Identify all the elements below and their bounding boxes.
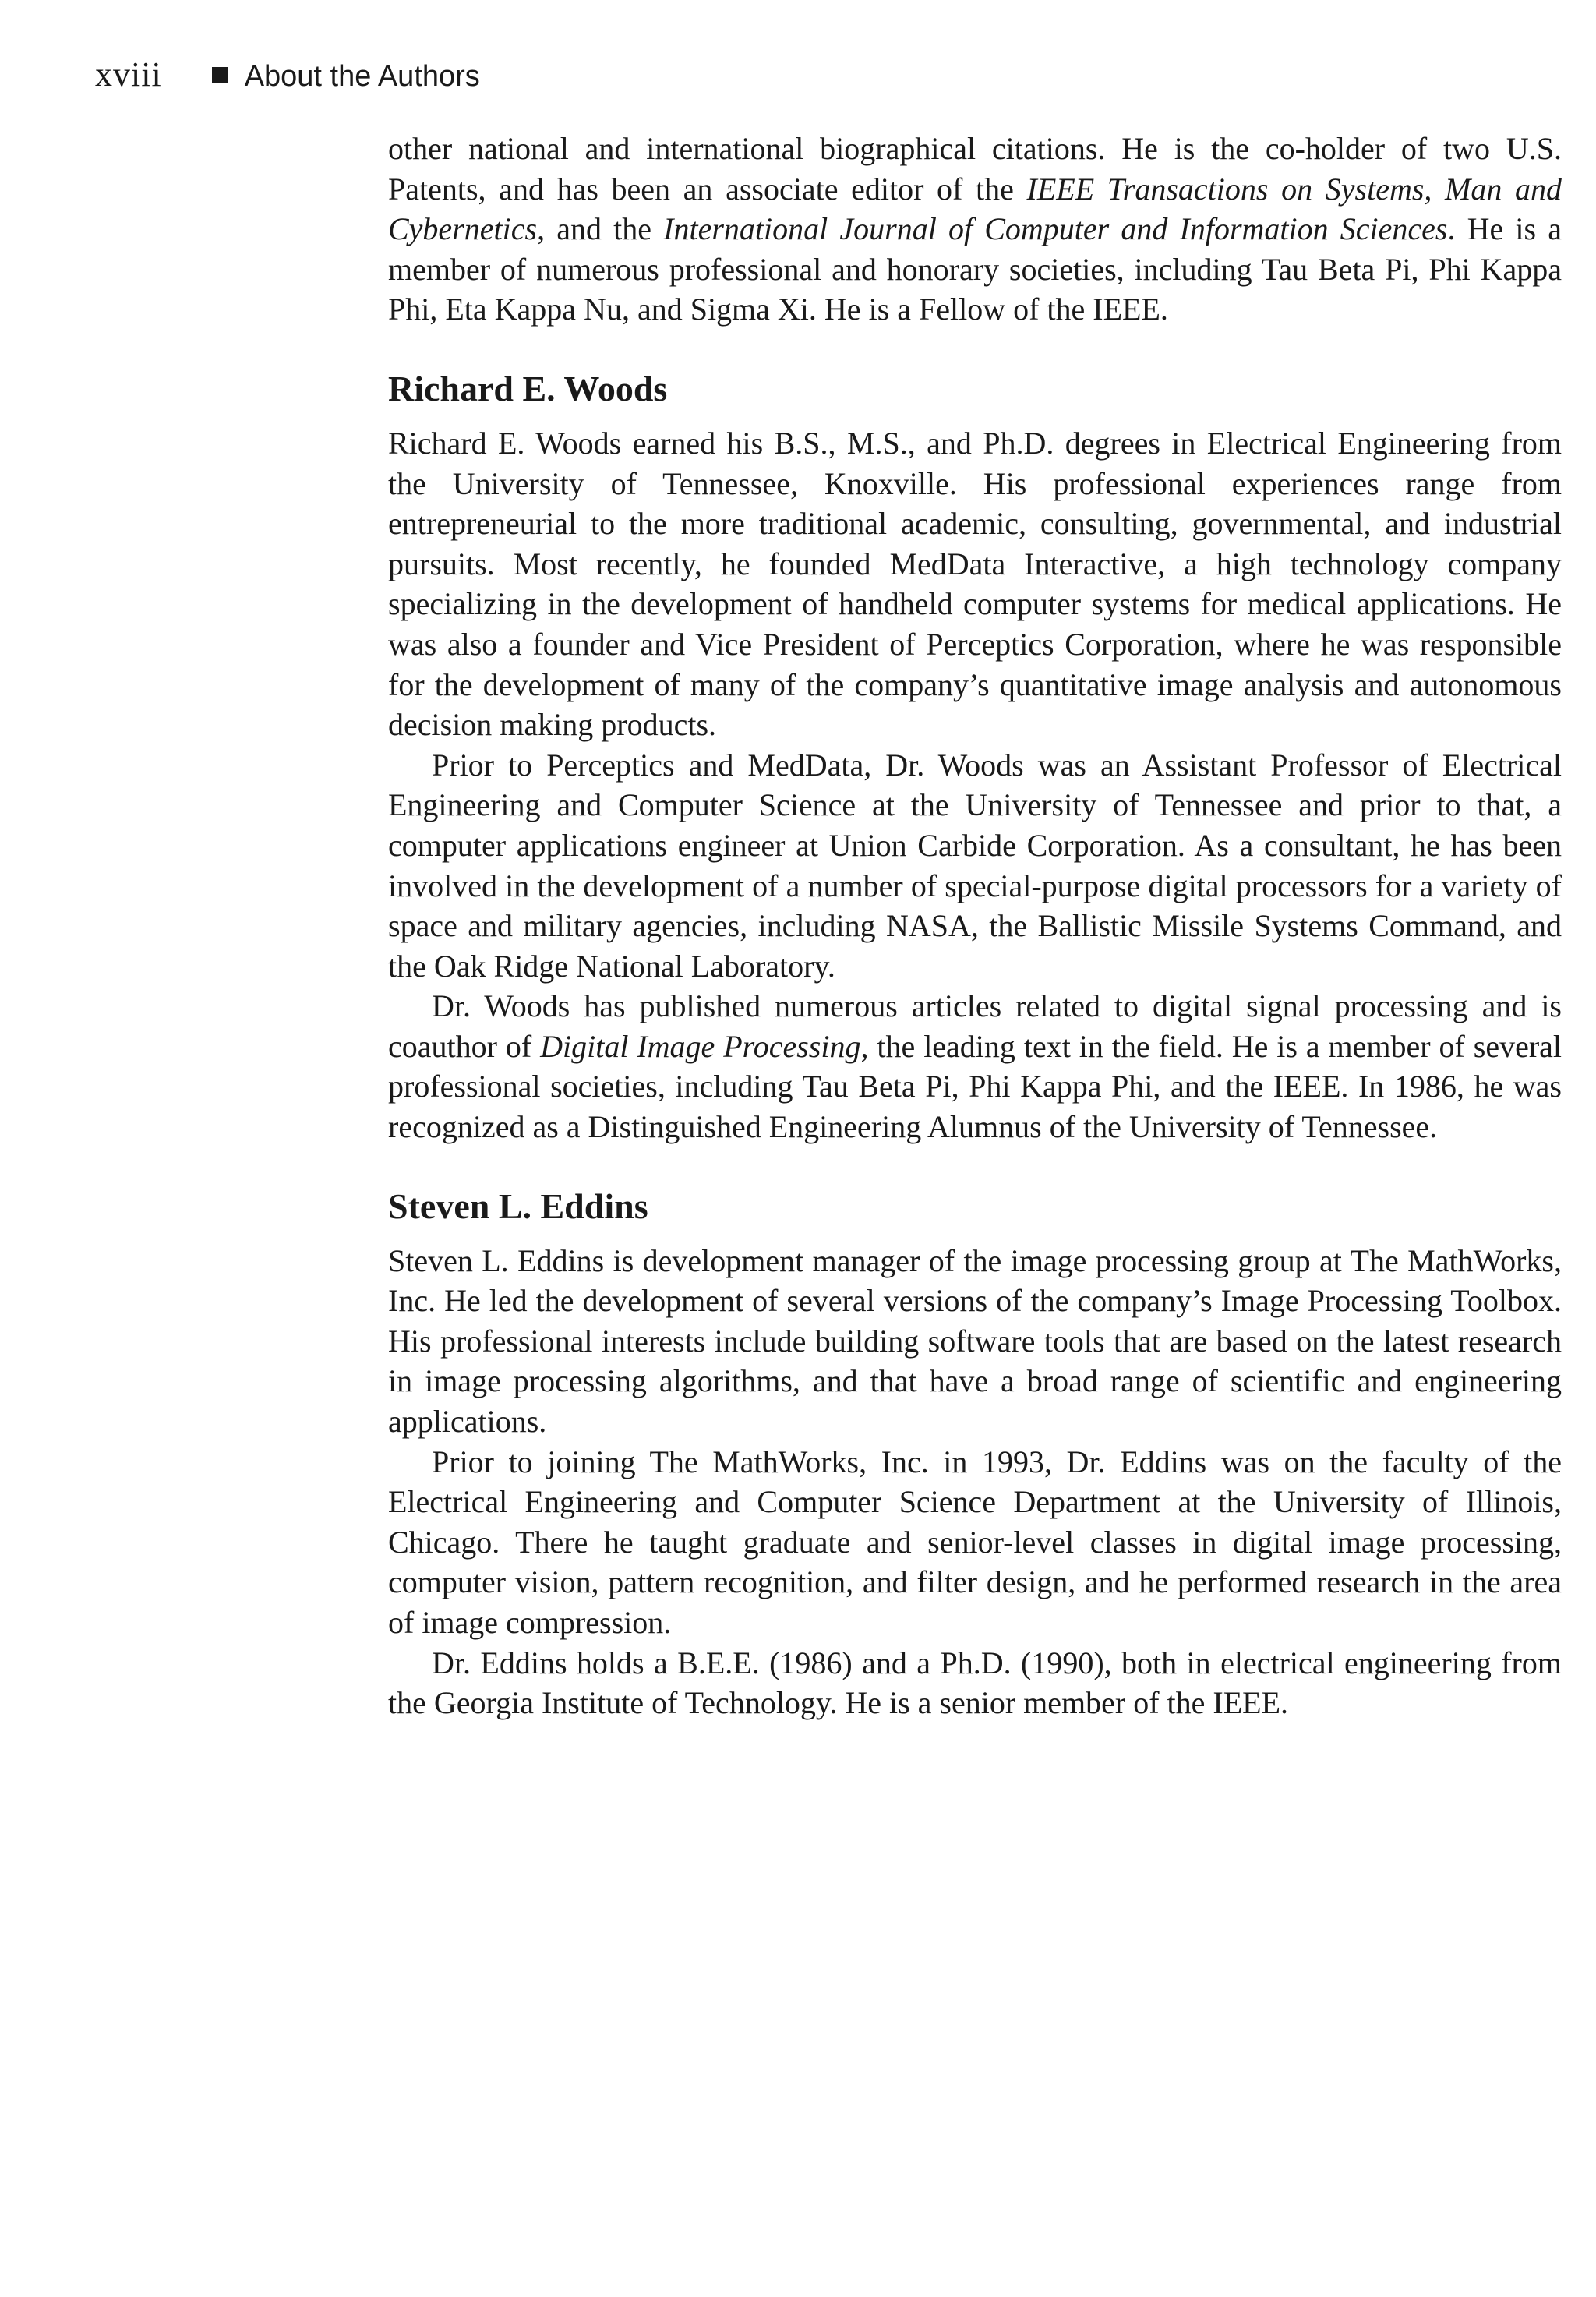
journal-title-ieee: IEEE Transactions on Systems, Man and Cybernetics — [388, 171, 1562, 247]
woods-paragraph-1: Richard E. Woods earned his B.S., M.S., and Ph.D. degrees in Electrical Engineering from the University of Tennessee, Knoxville. His professional experiences range from entrepreneurial to the more traditional academic, consulting, governmental, and industrial pursuits. Most recently, he founded MedData Interactive, a high technology company specializing in the development of handheld computer systems for medical applications. He was also a founder and Vice President of Perceptics Corporation, where he was responsible for the development of many of the company’s quantitative image analysis and autonomous decision making products. — [388, 425, 1562, 743]
continuation-paragraph — [388, 129, 1562, 330]
running-head-section: About the Authors — [244, 60, 480, 93]
journal-title-ijcis: International Journal of Computer and Information Sciences — [663, 211, 1448, 247]
woods-paragraph-3-text-a: Dr. Woods has published numerous articles related to digital signal processing and is coauthor of — [388, 988, 1562, 1064]
page-number: xviii — [95, 55, 162, 94]
woods-paragraph-2: Prior to Perceptics and MedData, Dr. Woods was an Assistant Professor of Electrical Engineering and Computer Science at the University of Tennessee and prior to that, a computer applications engineer at Union Carbide Corporation. As a consultant, he has been involved in the development of a number of special-purpose digital processors for a variety of space and military agencies, including NASA, the Ballistic Missile Systems Command, and the Oak Ridge National Laboratory. — [388, 747, 1562, 984]
book-title: Digital Image Processing — [540, 1028, 861, 1064]
running-head — [95, 53, 480, 98]
woods-heading: Richard E. Woods — [388, 368, 668, 408]
eddins-paragraph-3: Dr. Eddins holds a B.E.E. (1986) and a Ph.D. (1990), both in electrical engineering from the Georgia Institute of Technology. He is a senior member of the IEEE. — [388, 1645, 1562, 1721]
continuation-text-3: . He is a member of numerous professional and honorary societies, including Tau Beta Pi, Phi Kappa Phi, Eta Kappa Nu, and Sigma Xi. He is a Fellow of the IEEE. — [388, 211, 1562, 327]
eddins-heading: Steven L. Eddins — [388, 1186, 648, 1226]
continuation-text-1: other national and international biographical citations. He is the co-holder of two U.S. Patents, and has been an associate editor of the — [388, 131, 1562, 207]
eddins-paragraph-1: Steven L. Eddins is development manager of the image processing group at The MathWorks, Inc. He led the development of several versions of the company’s Image Processing Toolbox. His professional interests include building software tools that are based on the latest research in image processing algorithms, and that have a broad range of scientific and engineering applications. — [388, 1242, 1562, 1440]
woods-paragraph-3-text-b: , the leading text in the field. He is a member of several professional societies, including Tau Beta Pi, Phi Kappa Phi, and the IEEE. In 1986, he was recognized as a Distinguished Engineering Alumnus of the University of Tennessee. — [388, 1028, 1562, 1145]
eddins-paragraph-2: Prior to joining The MathWorks, Inc. in 1993, Dr. Eddins was on the faculty of the Electrical Engineering and Computer Science Department at the University of Illinois, Chicago. There he taught graduate and senior-level classes in digital image processing, computer vision, pattern recognition, and filter design, and he performed research in the area of image compression. — [388, 1444, 1562, 1640]
continuation-text-2: , and the — [537, 211, 664, 247]
page-body — [388, 129, 1562, 1723]
square-bullet-icon — [212, 67, 228, 83]
woods-paragraph-3 — [388, 986, 1562, 1147]
